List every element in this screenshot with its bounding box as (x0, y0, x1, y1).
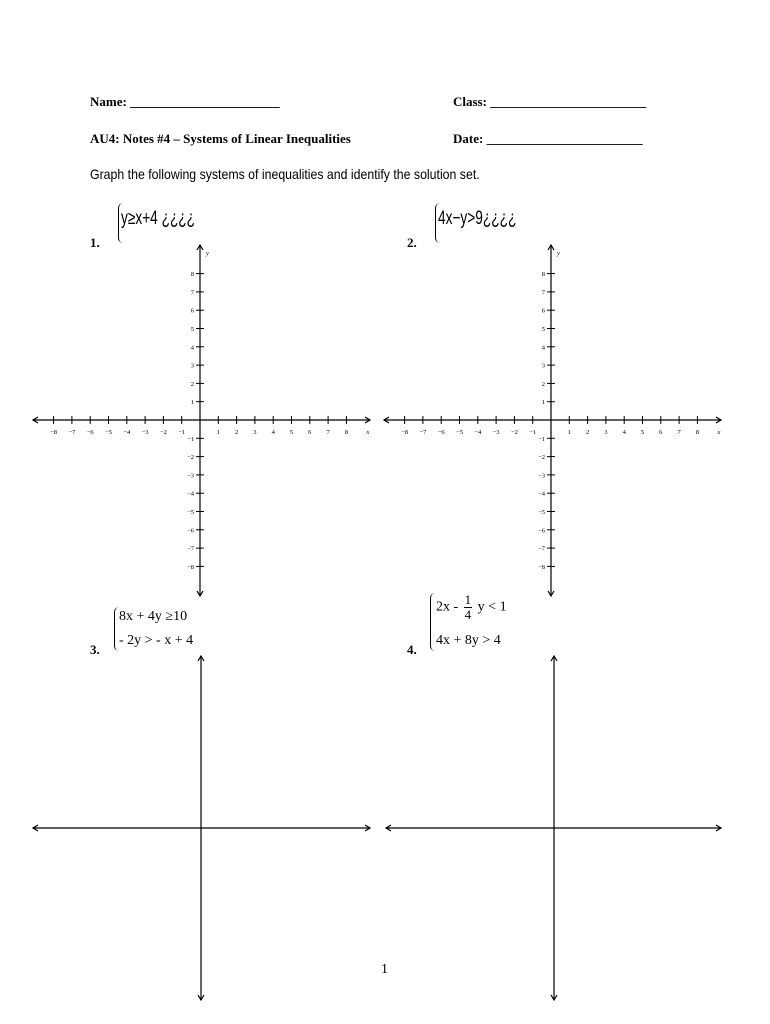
date-field-label: Date: ________________________ (453, 131, 643, 146)
graph-1-x-tick-label: 8 (344, 429, 349, 436)
graph-2-x-tick-label: −5 (456, 429, 463, 436)
graph-2-x-tick-label: −8 (401, 429, 409, 436)
graph-1-y-tick-label: 8 (190, 271, 194, 279)
graph-2-x-tick-label: −7 (419, 429, 427, 436)
class-field-label: Class: ________________________ (453, 94, 647, 109)
graph-1-x-tick-label: −1 (178, 429, 186, 436)
problem-4-inequality-2: 4x + 8y > 4 (436, 633, 501, 648)
graph-1-x-tick-label: −2 (159, 429, 167, 436)
graph-2-x-tick-label: 3 (604, 429, 608, 436)
problem-1-inequality: y≥x+4 ¿¿¿¿ (121, 208, 196, 229)
problem-4-ineq1-post: y < 1 (477, 599, 507, 615)
problem-1-number: 1. (90, 235, 100, 250)
graph-2-x-tick-label: 2 (585, 429, 590, 436)
graph-2-x-tick-label: 6 (659, 429, 663, 436)
graph-2-y-tick-label: 7 (541, 289, 545, 297)
graph-2-x-tick-label: −3 (492, 429, 500, 436)
graph-2-y-tick-label: 4 (541, 344, 545, 352)
graph-1-y-tick-label: −3 (187, 472, 194, 480)
graph-2-x-tick-label: 1 (567, 429, 571, 436)
graph-2-y-tick-label: 8 (541, 271, 545, 279)
graph-1-y-tick-label: 1 (190, 399, 194, 407)
graph-1-x-tick-label: 7 (326, 429, 330, 436)
problem-3-number: 3. (90, 642, 100, 657)
graph-2-y-tick-label: 2 (541, 380, 545, 388)
graph-1-y-tick-label: 2 (190, 380, 194, 388)
graph-1-y-tick-label: 4 (190, 344, 194, 352)
graph-2-x-tick-label: −1 (529, 429, 537, 436)
graph-1-x-axis-label: x (366, 429, 370, 436)
graph-2-y-axis-label: y (557, 250, 560, 257)
graph-2-y-tick-label: −4 (538, 490, 545, 498)
graph-1-y-tick-label: 6 (190, 307, 194, 315)
problem-2-inequality: 4x−y>9¿¿¿¿ (438, 208, 517, 229)
graph-1-x-tick-label: 1 (216, 429, 220, 436)
graph-1-x-tick-label: −5 (105, 429, 112, 436)
graph-2-y-tick-label: 3 (541, 362, 545, 370)
graph-1-x-tick-label: −4 (123, 429, 131, 436)
name-field-label: Name: _______________________ (90, 94, 280, 109)
fraction-numerator: 1 (464, 592, 472, 607)
instructions: Graph the following systems of inequalities and identify the solution set. (90, 166, 480, 182)
graph-1-x-tick-label: 2 (234, 429, 239, 436)
graph-1-x-tick-label: 6 (308, 429, 312, 436)
graph-2-x-axis-label: x (717, 429, 721, 436)
problem-2-number: 2. (407, 235, 417, 250)
graph-1-y-tick-label: −8 (187, 563, 194, 571)
problem-3-inequality-2: - 2y > - x + 4 (119, 633, 194, 648)
page-number: 1 (381, 962, 388, 977)
graph-1-y-tick-label: −6 (187, 527, 194, 535)
problem-4-number: 4. (407, 642, 417, 657)
fraction-denominator: 4 (464, 607, 472, 622)
graph-2-x-tick-label: 4 (622, 429, 626, 436)
graph-1-x-tick-label: 3 (253, 429, 257, 436)
problem-3-inequality-1: 8x + 4y ≥10 (119, 609, 188, 624)
graph-2-y-tick-label: 6 (541, 307, 545, 315)
graph-1-y-tick-label: −1 (187, 435, 194, 443)
graph-1-x-tick-label: −6 (86, 429, 94, 436)
graph-2-y-tick-label: −7 (538, 545, 545, 553)
page-title: AU4: Notes #4 – Systems of Linear Inequalities (90, 131, 351, 146)
graph-2-x-tick-label: −2 (510, 429, 518, 436)
graph-2-y-tick-label: −5 (538, 509, 545, 516)
graph-2-y-tick-label: −3 (538, 472, 545, 480)
graph-1-y-tick-label: 7 (190, 289, 194, 297)
problem-4-ineq1-pre: 2x - (436, 599, 459, 615)
graph-1-y-tick-label: −5 (187, 509, 194, 516)
graph-1-y-tick-label: 5 (190, 326, 194, 333)
graph-1-y-axis-label: y (206, 250, 209, 257)
graph-1-x-tick-label: 5 (289, 429, 294, 436)
graph-1-y-tick-label: −4 (187, 490, 194, 498)
graph-2-y-tick-label: −1 (538, 435, 545, 443)
graph-2-x-tick-label: −4 (474, 429, 482, 436)
graph-2-x-tick-label: 7 (677, 429, 681, 436)
graph-1-y-tick-label: −7 (187, 545, 194, 553)
graph-2-x-tick-label: 5 (640, 429, 645, 436)
graph-2-x-tick-label: −6 (437, 429, 445, 436)
graph-1-y-tick-label: −2 (187, 454, 194, 462)
graph-1-y-tick-label: 3 (190, 362, 194, 370)
graph-1-x-tick-label: −3 (141, 429, 149, 436)
graph-1-x-tick-label: −7 (68, 429, 76, 436)
graph-2-y-tick-label: −8 (538, 563, 545, 571)
graph-2-y-tick-label: −6 (538, 527, 545, 535)
graph-2-y-tick-label: −2 (538, 454, 545, 462)
graph-1-x-tick-label: −8 (50, 429, 58, 436)
graph-2-y-tick-label: 5 (541, 326, 545, 333)
graph-1-x-tick-label: 4 (271, 429, 275, 436)
graph-2-x-tick-label: 8 (695, 429, 700, 436)
graph-2-y-tick-label: 1 (541, 399, 545, 407)
